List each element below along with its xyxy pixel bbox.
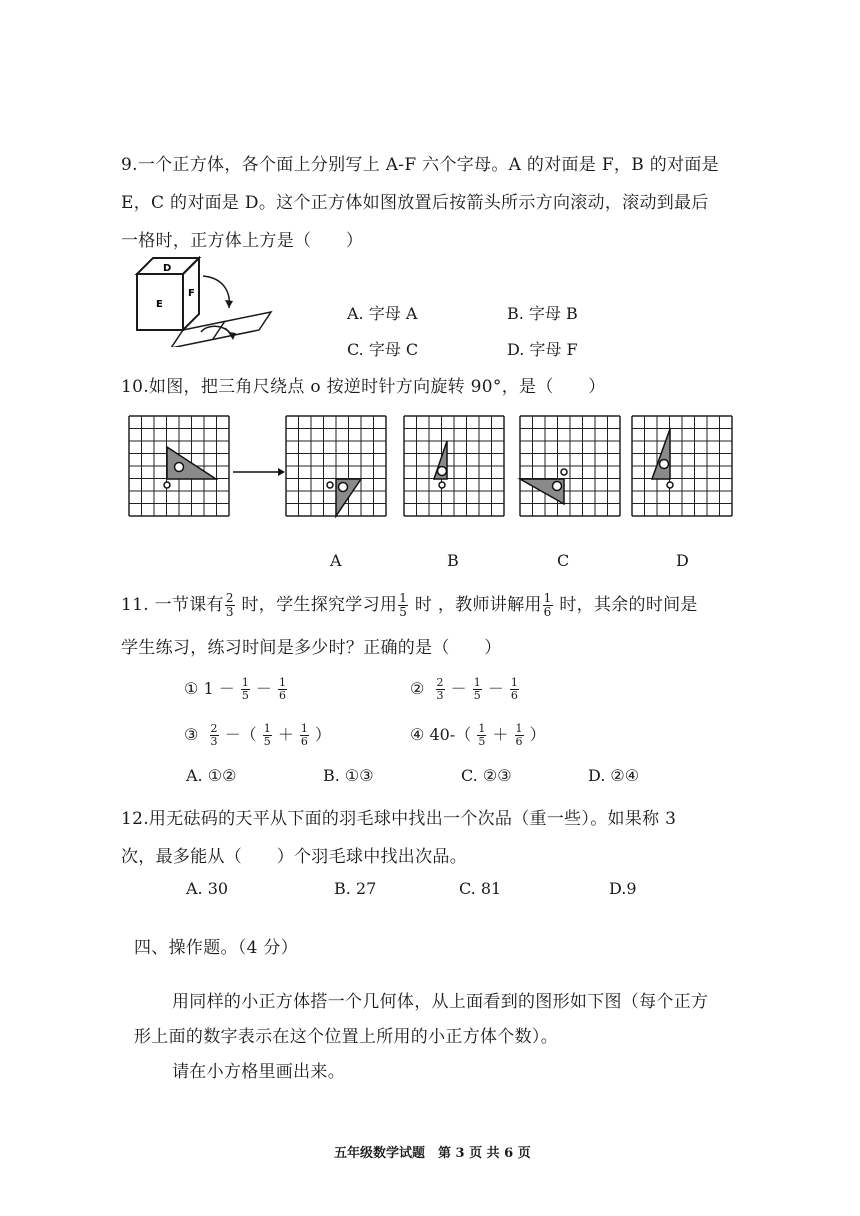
- triangle-hole: [339, 483, 348, 492]
- q9-option-c: C. 字母 C: [347, 340, 419, 359]
- triangle-hole: [660, 460, 669, 469]
- page-footer: 五年级数学试题 第 3 页 共 6 页: [334, 1146, 531, 1161]
- triangle-hole: [175, 463, 184, 472]
- triangle-hole: [438, 467, 447, 476]
- q10-label-c: C: [557, 551, 570, 570]
- q11-line2: 学生练习，练习时间是多少时？正确的是（ ）: [121, 638, 502, 658]
- q10-label-b: B: [447, 551, 459, 570]
- q11-option-d: D. ②④: [588, 766, 640, 785]
- q9-line3: 一格时，正方体上方是（ ）: [121, 231, 364, 251]
- q10-figure: [0, 410, 860, 530]
- q11-option-a: A. ①②: [186, 766, 237, 785]
- q12-line1: 12.用无砝码的天平从下面的羽毛球中找出一个次品（重一些）。如果称 3: [121, 809, 677, 829]
- pivot-o-point: [667, 482, 673, 488]
- q11-fraction-1: $\frac{2}{3}$: [225, 591, 234, 619]
- pivot-o-point: [439, 482, 445, 488]
- q11-expr-2: ② $\frac{2}{3}$ － $\frac{1}{5}$ － $\frac{1}{6}$: [410, 676, 518, 702]
- q11-part1: 11. 一节课有: [121, 595, 224, 615]
- q11-option-c: C. ②③: [461, 766, 512, 785]
- q11-line1: [121, 590, 698, 619]
- pivot-o-point: [561, 469, 567, 475]
- q11-fraction-3: $\frac{1}{6}$: [543, 591, 552, 619]
- q12-line2: 次，最多能从（ ）个羽毛球中找出次品。: [121, 847, 467, 867]
- q12-option-c: C. 81: [459, 879, 502, 898]
- q10-text: 10.如图，把三角尺绕点 o 按逆时针方向旋转 90°，是（ ）: [121, 377, 606, 397]
- section4-line2: 形上面的数字表示在这个位置上所用的小正方体个数）。: [134, 1027, 558, 1047]
- section4-line1: 用同样的小正方体搭一个几何体，从上面看到的图形如下图（每个正方: [172, 992, 709, 1012]
- q12-option-d: D.9: [609, 879, 637, 898]
- q11-part2: 时，学生探究学习用: [241, 595, 398, 615]
- q12-option-a: A. 30: [186, 879, 229, 898]
- triangle-hole: [553, 482, 562, 491]
- q9-line2: E，C 的对面是 D。这个正方体如图放置后按箭头所示方向滚动，滚动到最后: [121, 193, 709, 213]
- section4-line3: 请在小方格里画出来。: [172, 1062, 345, 1082]
- cube-top-label: D: [163, 263, 172, 274]
- q9-line1: 9.一个正方体，各个面上分别写上 A-F 六个字母。A 的对面是 F，B 的对面是: [121, 155, 719, 175]
- cube-side-label: F: [188, 288, 195, 299]
- q12-option-b: B. 27: [334, 879, 377, 898]
- q11-expr-4: ④ 40-（ $\frac{1}{5}$ ＋ $\frac{1}{6}$ ）: [410, 722, 546, 748]
- cube-front-label: E: [156, 299, 163, 310]
- rotation-arrow-head: [278, 468, 285, 476]
- q9-option-d: D. 字母 F: [507, 340, 578, 359]
- q10-label-d: D: [676, 551, 689, 570]
- section4-title: 四、操作题。（4 分）: [134, 938, 299, 958]
- q11-part4: 时，其余的时间是: [559, 595, 698, 615]
- pivot-o-point: [164, 482, 170, 488]
- q9-option-b: B. 字母 B: [507, 304, 578, 323]
- q9-option-a: A. 字母 A: [347, 304, 418, 323]
- q11-expr-3: ③ $\frac{2}{3}$ －（ $\frac{1}{5}$ ＋ $\frac{1}{6}$ ）: [184, 722, 332, 748]
- pivot-o-point: [327, 482, 333, 488]
- q11-part3: 时 ，教师讲解用: [414, 595, 542, 615]
- q11-fraction-2: $\frac{1}{5}$: [399, 591, 408, 619]
- q11-expr-1: ① 1 － $\frac{1}{5}$ － $\frac{1}{6}$: [184, 676, 287, 702]
- q10-label-a: A: [330, 551, 342, 570]
- q9-cube-figure: [125, 252, 285, 347]
- q11-option-b: B. ①③: [323, 766, 374, 785]
